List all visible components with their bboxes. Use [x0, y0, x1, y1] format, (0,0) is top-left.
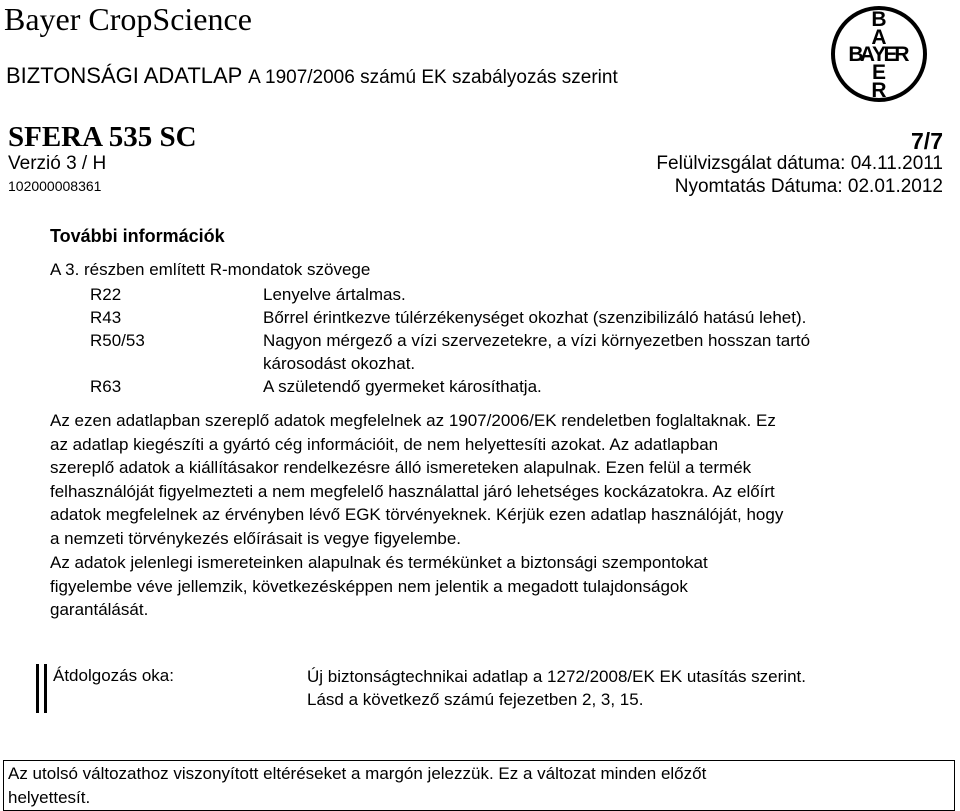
r-phrase-code: R50/53 — [90, 331, 145, 350]
logo-letter-r: R — [894, 43, 910, 66]
revision-reason-text — [307, 665, 806, 711]
company-name: Bayer CropScience — [4, 1, 252, 37]
r-phrase-text: Nagyon mérgező a vízi szervezetekre, a vízi környezetben hosszan tartó — [263, 331, 811, 350]
logo-letter-a: A — [871, 26, 887, 49]
change-marker-bar — [36, 664, 39, 713]
document-type-line — [6, 62, 618, 92]
r-phrase-code: R63 — [90, 377, 122, 396]
material-number: 102000008361 — [8, 178, 102, 194]
r-phrase-code: R22 — [90, 285, 122, 304]
document-type: BIZTONSÁGI ADATLAP — [6, 63, 242, 88]
paragraph-line: az adatlap kiegészíti a gyártó cég információit, de nem helyettesíti azokat. Az adatlapban — [50, 434, 719, 454]
section-title: További információk — [50, 226, 225, 246]
r-phrase-text: A születendő gyermeket károsíthatja. — [263, 377, 542, 396]
regulation-reference: A 1907/2006 számú EK szabályozás szerint — [248, 67, 618, 88]
revision-line: Új biztonságtechnikai adatlap a 1272/2008/EK EK utasítás szerint. — [307, 667, 806, 686]
knowledge-paragraph — [50, 551, 930, 622]
version: Verzió 3 / H — [8, 153, 107, 174]
logo-letter-y: Y — [871, 43, 887, 66]
footer-note-box — [3, 760, 955, 811]
logo-letter-b: B — [871, 8, 887, 31]
revision-line: Lásd a következő számú fejezetben 2, 3, 15. — [307, 690, 644, 709]
footer-line: helyettesít. — [8, 788, 91, 807]
paragraph-line: garantálását. — [50, 600, 149, 620]
paragraph-line: figyelembe véve jellemzik, következésképpen nem jelentik a megadott tulajdonságok — [50, 576, 688, 596]
footer-line: Az utolsó változathoz viszonyított eltéréseket a margón jelezzük. Ez a változat minden előzőt — [8, 764, 707, 783]
change-marker-bar — [44, 664, 47, 713]
paragraph-line: Az adatok jelenlegi ismereteinken alapulnak és termékünket a biztonsági szempontokat — [50, 553, 708, 572]
page-number: 7/7 — [911, 128, 943, 154]
r-phrases-title: A 3. részben említett R-mondatok szövege — [50, 260, 371, 279]
logo-letter-b2: B — [848, 43, 864, 66]
paragraph-line: a nemzeti törvénykezés előírásait is vegye figyelembe. — [50, 528, 462, 548]
logo-letter-r2: R — [871, 79, 887, 102]
paragraph-line: szereplő adatok a kiállításakor rendelkezésre álló ismereteken alapulnak. Ezen felül a termék — [50, 458, 752, 478]
paragraph-line: felhasználóját figyelmezteti a nem megfelelő használattal járó lehetséges kockázatokra. Az előírt — [50, 481, 775, 501]
r-phrase-code: R43 — [90, 308, 122, 327]
revision-reason-label: Átdolgozás oka: — [53, 666, 174, 685]
logo-letter-a2: A — [859, 43, 876, 66]
paragraph-line: Az ezen adatlapban szereplő adatok megfelelnek az 1907/2006/EK rendeletben foglaltaknak. Ez — [50, 411, 776, 430]
logo-letter-e: E — [883, 43, 898, 66]
paragraph-line: adatok megfelelnek az érvényben lévő EGK törvényeknek. Kérjük ezen adatlap használóját, hogy — [50, 505, 784, 525]
r-phrase-text: Lenyelve ártalmas. — [263, 285, 406, 304]
revision-date: Felülvizsgálat dátuma: 04.11.2011 — [656, 153, 943, 174]
bayer-cross-logo — [829, 4, 929, 104]
r-phrase-text: Bőrrel érintkezve túlérzékenységet okozhat (szenzibilizáló hatású lehet). — [263, 308, 807, 327]
r-phrase-text-continued: károsodást okozhat. — [263, 354, 416, 373]
disclaimer-paragraph — [50, 409, 930, 551]
print-date: Nyomtatás Dátuma: 02.01.2012 — [674, 176, 943, 197]
product-name: SFERA 535 SC — [8, 121, 197, 153]
logo-letter-e2: E — [871, 61, 887, 84]
